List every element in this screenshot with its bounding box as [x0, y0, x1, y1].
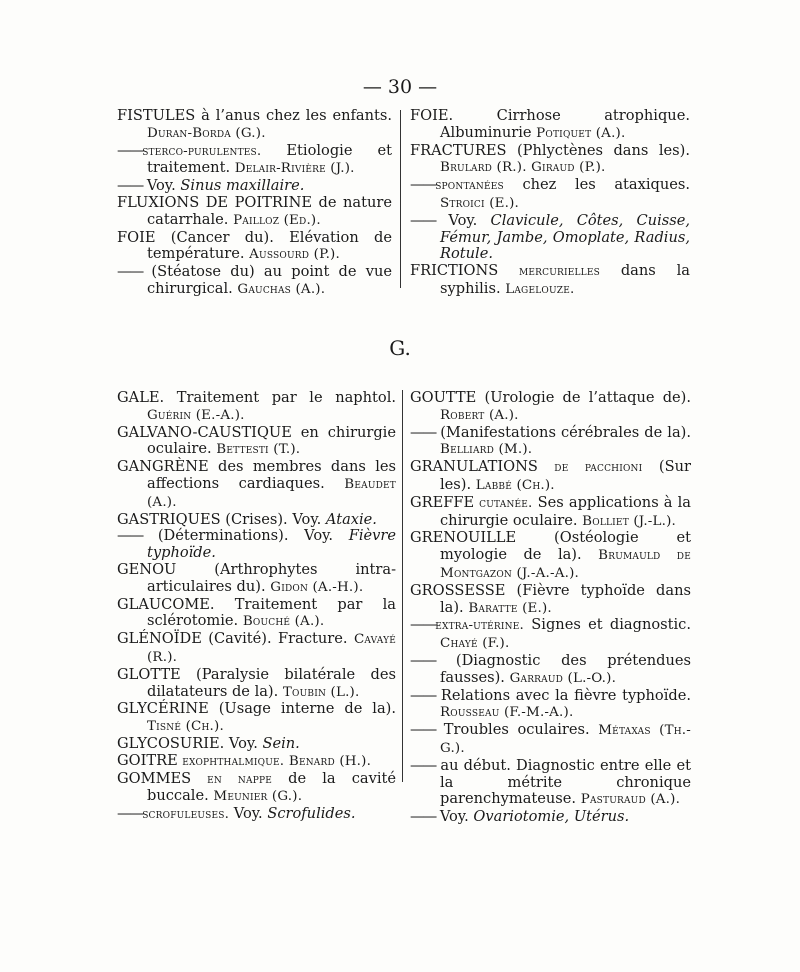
entry-crossref: Fièvre typhoïde. [147, 527, 396, 562]
entry-author: Gauchas (A.). [237, 281, 326, 297]
entry-dash: —— [410, 756, 436, 774]
entry-author: Tisné (Ch.). [147, 719, 224, 735]
entry-heading: GLAUCOME. [117, 595, 215, 613]
entry-author: Brumauld de Montgazon (J.-A.-A.). [440, 548, 691, 581]
entry-author: Métaxas (Th.-G.). [440, 723, 691, 756]
entry-heading: FISTULES [117, 107, 196, 124]
entry-crossref: Scrofulides. [267, 805, 356, 823]
entry-dash: —— [410, 808, 436, 826]
entry-author: Robert (A.). [440, 407, 519, 423]
entry-text: (Déterminations). Voy. [142, 527, 349, 545]
entry-text: au début. Diagnostic entre elle et la métrite chronique parenchymateuse. [435, 756, 691, 808]
index-entry [117, 562, 396, 597]
entry-heading: FRACTURES [410, 141, 507, 159]
entry-heading: GALVANO-CAUSTIQUE [117, 423, 292, 441]
entry-subheading: sterco-purulentes. [142, 143, 262, 159]
entry-dash: —— [410, 686, 436, 704]
entry-text: de nature catarrhale. [147, 193, 392, 228]
index-entry [410, 530, 691, 582]
index-entry [117, 528, 396, 562]
entry-text: à l’anus chez les enfants. [195, 107, 392, 124]
index-entry [410, 143, 690, 178]
entry-crossref: Clavicule, Côtes, Cuisse, Fémur, Jambe, Omoplate, Radius, Rotule. [440, 211, 690, 263]
index-entry [410, 459, 691, 495]
index-entry [410, 213, 690, 263]
entry-text: Voy. [142, 177, 181, 195]
entry-subheading: exophthalmique. [177, 753, 285, 769]
entry-heading: FRICTIONS [410, 262, 499, 280]
entry-author: Bettesti (T.). [216, 442, 301, 458]
entry-heading: GOITRE [117, 751, 178, 769]
entry-dash: —— [410, 176, 436, 194]
entry-text: Ses applications à la chirurgie oculaire. [440, 493, 691, 529]
top-left-column [117, 108, 392, 299]
entry-author: Garraud (L.-O.). [509, 670, 617, 686]
index-entry [117, 667, 396, 702]
entry-heading: FOIE. [410, 107, 454, 124]
entry-author: Beaudet (A.). [147, 476, 396, 510]
index-entry [117, 753, 396, 771]
entry-text: Etiologie et traitement. [147, 141, 392, 177]
entry-crossref: Ataxie. [325, 510, 377, 528]
entry-author: Bouché (A.). [242, 614, 325, 630]
entry-author: Bolliet (J.-L.). [582, 513, 677, 529]
index-entry [410, 177, 690, 213]
entry-author: Pasturaud (A.). [580, 792, 681, 808]
index-entry [410, 495, 691, 531]
entry-heading: GRANULATIONS [410, 458, 538, 476]
index-entry [117, 701, 396, 736]
entry-crossref: Ovariotomie, Utérus. [473, 808, 630, 826]
index-entry [117, 631, 396, 667]
index-entry [117, 806, 396, 824]
index-entry [410, 583, 691, 618]
entry-author: Cavayé (R.). [147, 632, 396, 665]
entry-author: Duran-Borda (G.). [147, 125, 266, 141]
entry-heading: GLÉNOÏDE [117, 630, 202, 648]
bottom-right-column [410, 390, 691, 826]
entry-heading: GRENOUILLE [410, 529, 517, 547]
index-entry [410, 653, 691, 688]
column-divider [400, 110, 401, 288]
entry-text: (Ostéologie et myologie de la). [440, 529, 691, 564]
index-entry [117, 264, 392, 299]
index-entry [410, 688, 691, 723]
entry-text: (Sur les). [440, 458, 691, 493]
index-entry [117, 771, 396, 807]
entry-author: Gidon (A.-H.). [270, 579, 364, 595]
index-entry [410, 263, 690, 299]
entry-text: (Manifestations cérébrales de la). [435, 423, 691, 441]
entry-subheading: extra-utérine. [435, 618, 524, 634]
index-entry [117, 736, 396, 753]
entry-text: de la cavité buccale. [147, 769, 396, 805]
entry-subheading: scrofuleuses. [142, 807, 230, 823]
entry-subheading: cutanée. [474, 495, 533, 511]
entry-heading: GROSSESSE [410, 581, 506, 599]
entry-text: (Usage interne de la). [208, 700, 396, 718]
index-entry [117, 178, 392, 195]
entry-text: (Crises). Voy. [220, 510, 326, 528]
index-entry [410, 425, 691, 460]
entry-text: Signes et diagnostic. [523, 616, 691, 634]
entry-dash: —— [117, 263, 143, 281]
entry-author: Toubin (L.). [282, 684, 360, 700]
entry-crossref: Sein. [262, 734, 300, 752]
entry-text: (Cancer du). Elévation de température. [147, 228, 392, 263]
index-entry [117, 108, 392, 143]
entry-dash: —— [410, 721, 436, 739]
entry-text: (Stéatose du) au point de vue chirurgical. [142, 263, 392, 297]
index-entry [410, 390, 691, 425]
entry-text: en chirurgie oculaire. [147, 423, 396, 458]
index-entry [410, 108, 690, 143]
entry-heading: GENOU [117, 560, 177, 578]
bottom-left-column [117, 390, 396, 824]
entry-subheading: de pacchioni [537, 460, 643, 476]
index-entry [117, 230, 392, 265]
index-entry [117, 459, 396, 511]
entry-author: Lagelouze. [505, 281, 575, 297]
entry-heading: GANGRÈNE [117, 458, 209, 476]
entry-author: Brulard (R.). Giraud (P.). [440, 160, 606, 176]
entry-author: Aussourd (P.). [249, 247, 340, 263]
entry-author: Pailloz (Ed.). [233, 212, 321, 228]
entry-text: des membres dans les affections cardiaques. [147, 458, 396, 492]
entry-author: Guérin (E.-A.). [147, 407, 245, 423]
entry-text: Traitement par la sclérotomie. [147, 595, 396, 630]
entry-author: Baratte (E.). [468, 600, 552, 616]
entry-author: Stroici (E.). [440, 195, 520, 211]
entry-text: (Cavité). Fracture. [201, 630, 354, 648]
entry-text: (Arthrophytes intra-articulaires du). [147, 560, 396, 595]
entry-text: Voy. [435, 211, 491, 229]
index-entry [410, 809, 691, 826]
entry-text: Voy. [224, 734, 263, 752]
entry-author: Potiquet (A.). [536, 125, 626, 141]
index-entry [117, 425, 396, 460]
entry-heading: FLUXIONS DE POITRINE [117, 193, 313, 211]
entry-author: Benard (H.). [288, 753, 372, 769]
index-entry [117, 512, 396, 529]
entry-author: Belliard (M.). [440, 442, 533, 458]
entry-heading: GLYCÉRINE [117, 700, 209, 718]
page-number: — 30 — [362, 76, 438, 98]
entry-text: Traitement par le naphtol. [164, 389, 396, 406]
entry-author: Labbé (Ch.). [475, 477, 555, 493]
entry-text: Troubles oculaires. [435, 721, 599, 739]
entry-author: Chayé (F.). [440, 636, 510, 652]
entry-text: (Urologie de l’attaque de). [476, 389, 691, 406]
entry-subheading: en nappe [191, 771, 272, 787]
index-entry [117, 195, 392, 230]
entry-author: Delair-Rivière (J.). [234, 161, 355, 177]
entry-heading: GASTRIQUES [117, 510, 221, 528]
entry-heading: GALE. [117, 389, 165, 406]
section-letter: G. [389, 336, 411, 360]
entry-dash: —— [410, 616, 436, 634]
entry-heading: GOMMES [117, 769, 192, 787]
column-divider [402, 390, 403, 782]
entry-author: Rousseau (F.-M.-A.). [440, 705, 574, 721]
entry-author: Meunier (G.). [213, 789, 303, 805]
entry-crossref: Sinus maxillaire. [180, 177, 305, 195]
index-entry [410, 722, 691, 758]
entry-text: Relations avec la fièvre typhoïde. [435, 686, 691, 704]
entry-text: (Diagnostic des prétendues fausses). [435, 651, 691, 686]
index-entry [117, 597, 396, 632]
entry-text: (Fièvre typhoïde dans la). [440, 581, 691, 616]
entry-dash: —— [117, 805, 143, 823]
index-entry [410, 617, 691, 653]
entry-text: (Phlyctènes dans les). [506, 141, 690, 159]
entry-text: Cirrhose atrophique. Albuminurie [440, 107, 690, 141]
entry-text: dans la syphilis. [440, 262, 690, 297]
index-entry [117, 143, 392, 179]
entry-subheading: mercurielles [498, 264, 600, 280]
entry-dash: —— [410, 211, 436, 229]
top-right-column [410, 108, 690, 299]
entry-dash: —— [410, 423, 436, 441]
entry-heading: GLOTTE [117, 665, 181, 683]
entry-text: (Paralysie bilatérale des dilatateurs de la). [147, 665, 396, 700]
entry-text: Voy. [229, 805, 268, 823]
entry-dash: —— [117, 177, 143, 195]
entry-heading: GLYCOSURIE. [117, 734, 225, 752]
entry-subheading: spontanées [435, 178, 504, 194]
entry-dash: —— [117, 527, 143, 545]
entry-heading: FOIE [117, 228, 156, 246]
entry-heading: GOUTTE [410, 389, 477, 406]
index-entry [117, 390, 396, 425]
entry-text: Voy. [435, 808, 474, 826]
entry-heading: GREFFE [410, 493, 475, 511]
entry-dash: —— [117, 141, 143, 159]
entry-dash: —— [410, 651, 436, 669]
entry-text: chez les ataxiques. [503, 176, 690, 194]
index-entry [410, 758, 691, 809]
